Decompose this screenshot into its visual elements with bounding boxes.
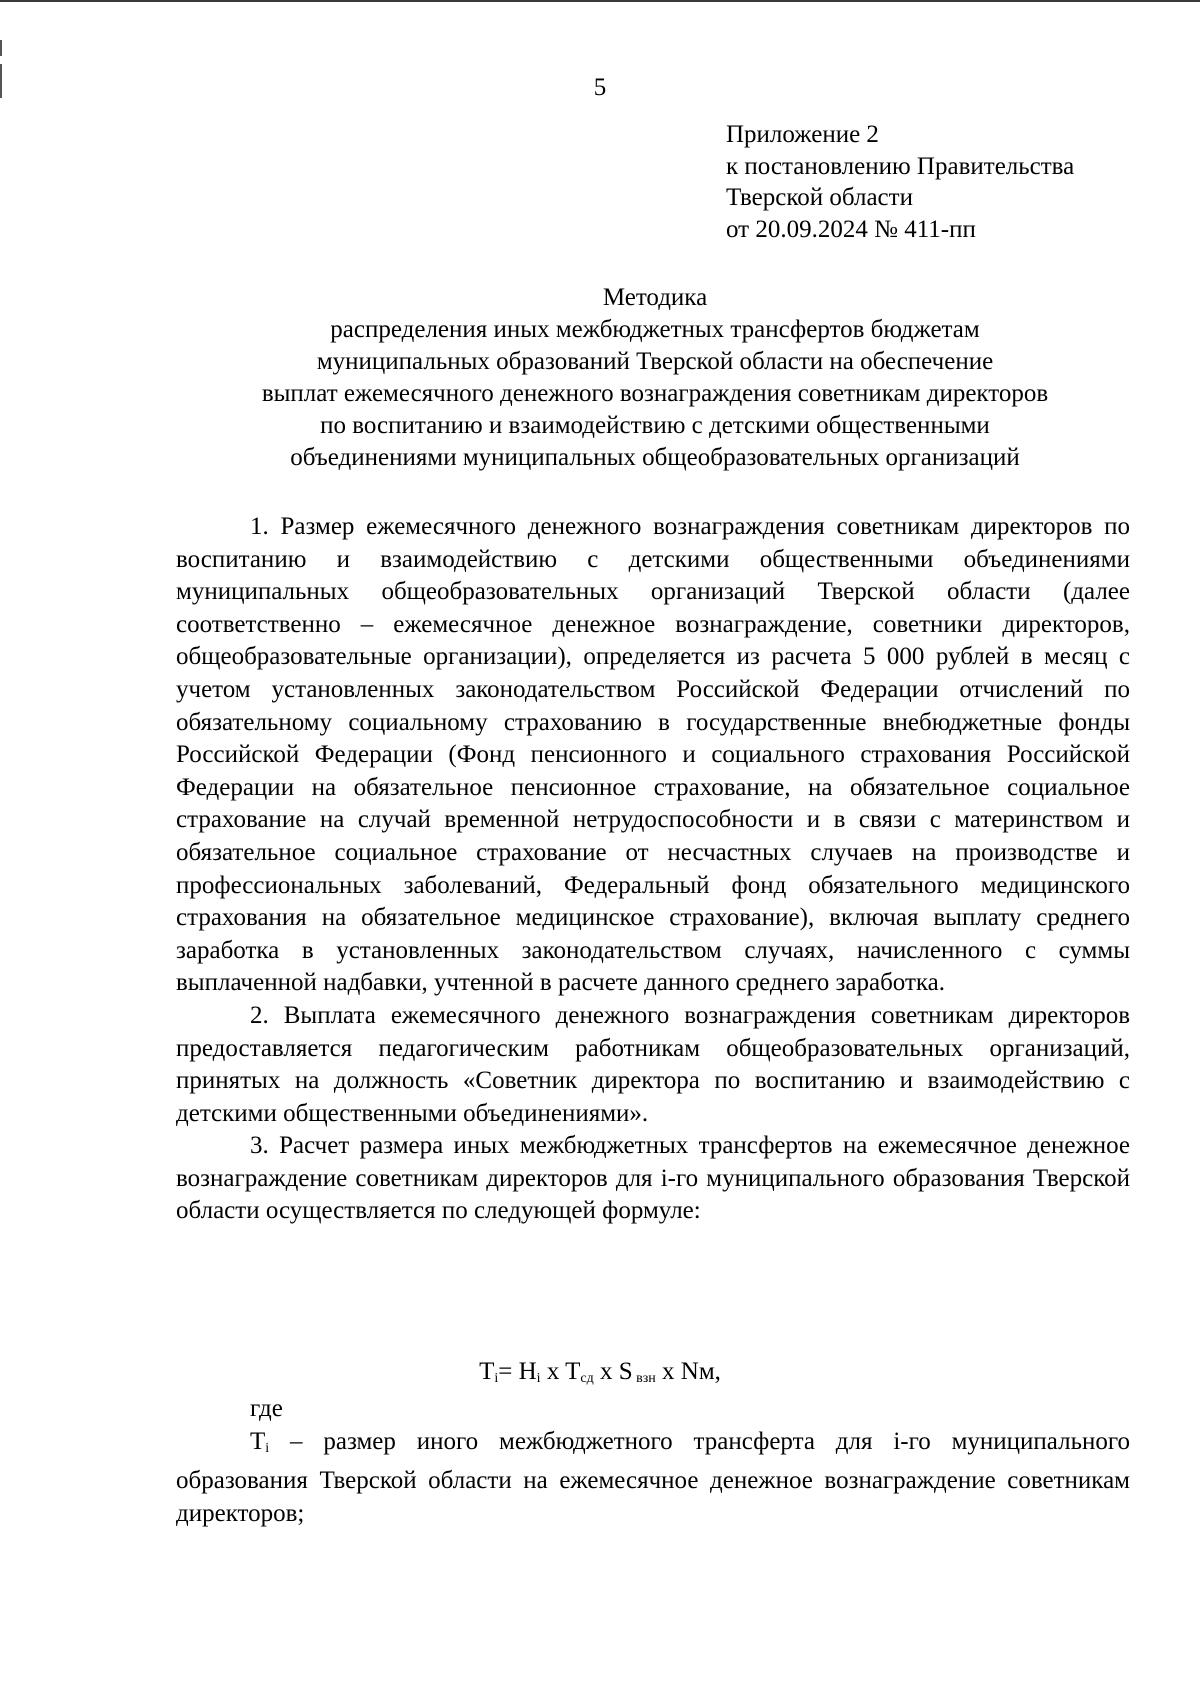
definition-ti (176, 1426, 1130, 1531)
margin-mark (0, 40, 2, 56)
title-line: по воспитанию и взаимодействию с детскими общественными (320, 412, 990, 439)
title-line: распределения иных межбюджетных трансфертов бюджетам (330, 316, 980, 343)
formula-t-sub: i (494, 1371, 499, 1386)
definition-text: – размер иного межбюджетного трансферта для i-го муниципального образования Тверской области на ежемесячное денежное вознаграждение советникам директоров; (176, 1427, 1130, 1527)
definition-symbol: T (250, 1427, 266, 1455)
formula-t: T (479, 1358, 495, 1385)
title-line: муниципальных образований Тверской области на обеспечение (316, 348, 994, 375)
appendix-line: от 20.09.2024 № 411-пп (726, 215, 976, 243)
formula-x: x (540, 1358, 566, 1385)
appendix-line: к постановлению Правительства (726, 152, 1075, 180)
formula-h: H (518, 1358, 537, 1385)
paragraph-3: 3. Расчет размера иных межбюджетных трансфертов на ежемесячное денежное вознаграждение советникам директоров для i-го муниципального образования Тверской области осуществляется по следующей формуле: (176, 1132, 1130, 1225)
appendix-line: Тверской области (726, 184, 913, 211)
definitions (176, 1393, 1130, 1530)
appendix-header (726, 119, 1074, 245)
formula-h-sub: i (536, 1371, 541, 1386)
formula-s: S (618, 1358, 633, 1385)
formula-x: x (593, 1358, 619, 1385)
formula-eq: = (498, 1358, 519, 1385)
where-label: где (250, 1395, 283, 1422)
paragraph-2: 2. Выплата ежемесячного денежного вознаграждения советникам директоров предоставляется педагогическим работникам общеобразовательных организаций, принятых на должность «Советник директора по воспитанию и взаимодействию с детскими общественными объединениями». (176, 1001, 1130, 1127)
document-body (176, 511, 1130, 1228)
document-title (170, 282, 1140, 474)
paragraph-1: 1. Размер ежемесячного денежного вознаграждения советникам директоров по воспитанию и взаимодействию с детскими общественными объединениями муниципальных общеобразовательных организаций Тверской области (далее соответственно – ежемесячное денежное вознаграждение, советники директоров, общеобразовательные организации), определяется из расчета 5 000 рублей в месяц с учетом установленных законодательством Российской Федерации отчислений по обязательному социальному страхованию в государственные внебюджетные фонды Российской Федерации (Фонд пенсионного и социального страхования Российской Федерации на обязательное пенсионное страхование, на обязательное социальное страхование на случай временной нетрудоспособности и в связи с материнством и обязательное социальное страхование от несчастных случаев на производстве и профессиональных заболеваний, Федеральный фонд обязательного медицинского страхования на обязательное медицинское страхование), включая выплату среднего заработка в установленных законодательством случаях, начисленного с суммы выплаченной надбавки, учтенной в расчете данного среднего заработка. (176, 513, 1130, 997)
formula-nm: Nм, (680, 1358, 721, 1385)
title-line: объединениями муниципальных общеобразовательных организаций (290, 444, 1020, 471)
definition-symbol-sub: i (265, 1440, 270, 1456)
scan-top-edge (0, 0, 1200, 2)
title-line: выплат ежемесячного денежного вознаграждения советникам директоров (261, 380, 1049, 407)
formula (0, 1358, 1200, 1387)
page-number: 5 (593, 74, 607, 101)
formula-tsd-sub: сд (580, 1371, 594, 1386)
title-heading: Методика (602, 284, 708, 311)
appendix-line: Приложение 2 (726, 121, 879, 148)
formula-tsd: T (565, 1358, 581, 1385)
formula-s-sub: взн (632, 1371, 656, 1386)
formula-x: x (655, 1358, 681, 1385)
